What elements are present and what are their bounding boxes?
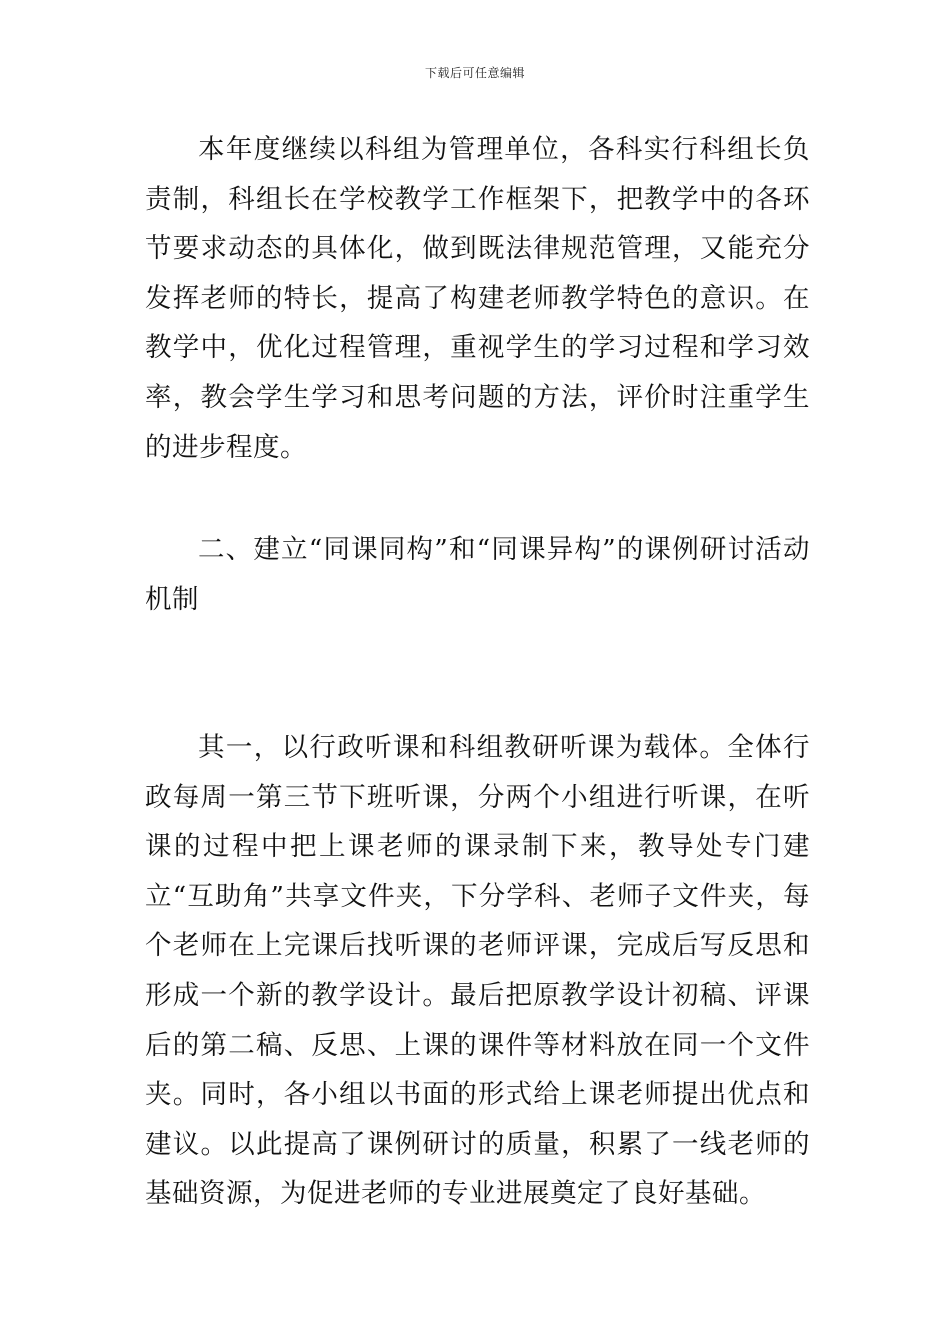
body-paragraph-2: 其一，以行政听课和科组教研听课为载体。全体行政每周一第三节下班听课，分两个小组进行听课，在听课的过程中把上课老师的课录制下来，教导处专门建立“互助角”共享文件夹，下分学科、老师子文件夹，每个老师在上完课后找听课的老师评课，完成后写反思和形成一个新的教学设计。最后把原教学设计初稿、评课后的第二稿、反思、上课的课件等材料放在同一个文件夹。同时，各小组以书面的形式给上课老师提出优点和建议。以此提高了课例研讨的质量，积累了一线老师的基础资源，为促进老师的专业进展奠定了良好基础。 bbox=[145, 732, 810, 1210]
section-heading-2: 二、建立“同课同构”和“同课异构”的课例研讨活动机制 bbox=[145, 534, 810, 615]
page-header: 下载后可任意编辑 bbox=[424, 66, 525, 80]
body-paragraph-1: 本年度继续以科组为管理单位，各科实行科组长负责制，科组长在学校教学工作框架下，把教学中的各环节要求动态的具体化，做到既法律规范管理，又能充分发挥老师的特长，提高了构建老师教学特色的意识。在教学中，优化过程管理，重视学生的学习过程和学习效率，教会学生学习和思考问题的方法，评价时注重学生的进步程度。 bbox=[145, 134, 810, 463]
